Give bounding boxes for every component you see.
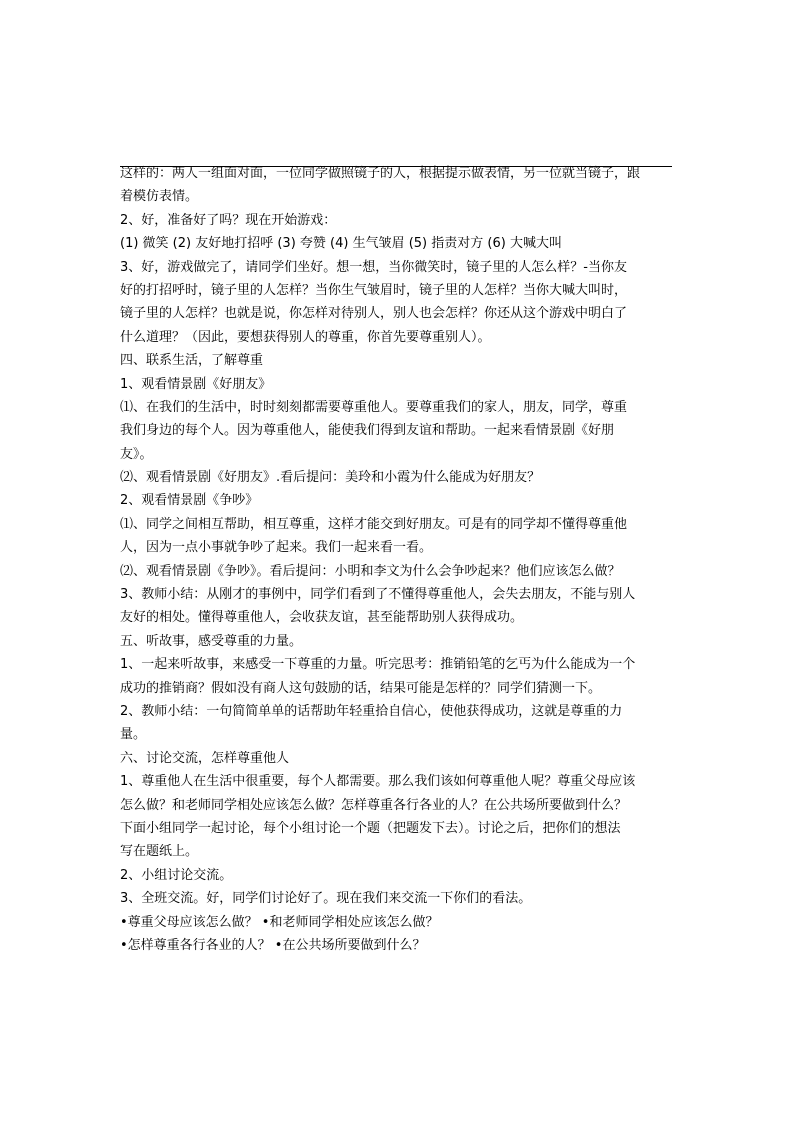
text-line: (1) 微笑 (2) 友好地打招呼 (3) 夸赞 (4) 生气皱眉 (5) 指责对方 (6) 大喊大叫 xyxy=(120,236,562,252)
text-line: 2、小组讨论交流。 xyxy=(120,867,233,883)
document-body xyxy=(120,162,680,957)
text-line: 什么道理？（因此，要想获得别人的尊重，你首先要尊重别人）。 xyxy=(120,329,491,345)
text-line: 着模仿表情。 xyxy=(120,189,199,205)
text-line: 3、好，游戏做完了，请同学们坐好。想一想，当你微笑时，镜子里的人怎么样？-当你友 xyxy=(120,259,627,275)
section-heading: 四、联系生活，了解尊重 xyxy=(120,353,264,369)
text-line: 1、尊重他人在生活中很重要，每个人都需要。那么我们该如何尊重他人呢？尊重父母应该 xyxy=(120,774,636,790)
text-line: 量。 xyxy=(120,727,147,743)
text-line: 3、教师小结：从刚才的事例中，同学们看到了不懂得尊重他人，会失去朋友，不能与别人 xyxy=(120,587,636,603)
text-line: 2、教师小结：一句简简单单的话帮助年轻重拾自信心，使他获得成功，这就是尊重的力 xyxy=(120,703,623,719)
text-line: ⑵、观看情景剧《好朋友》.看后提问：美玲和小霞为什么能成为好朋友？ xyxy=(120,470,541,486)
section-heading: 五、听故事，感受尊重的力量。 xyxy=(120,633,303,649)
text-line: 下面小组同学一起讨论，每个小组讨论一个题（把题发下去）。讨论之后，把你们的想法 xyxy=(120,820,621,836)
text-line: 1、观看情景剧《好朋友》 xyxy=(120,376,272,392)
text-line: 友》。 xyxy=(120,446,153,462)
text-line: 好的打招呼时，镜子里的人怎样？当你生气皱眉时，镜子里的人怎样？当你大喊大叫时， xyxy=(120,282,628,298)
text-line: 2、好，准备好了吗？现在开始游戏： xyxy=(120,212,337,228)
text-line: 人，因为一点小事就争吵了起来。我们一起来看一看。 xyxy=(120,540,433,556)
text-line: 成功的推销商？假如没有商人这句鼓励的话，结果可能是怎样的？同学们猜测一下。 xyxy=(120,680,602,696)
text-line: 友好的相处。懂得尊重他人，会收获友谊，甚至能帮助别人获得成功。 xyxy=(120,610,524,626)
text-line: 3、全班交流。好，同学们讨论好了。现在我们来交流一下你们的看法。 xyxy=(120,891,532,907)
text-line: ⑵、观看情景剧《争吵》。看后提问：小明和李文为什么会争吵起来？他们应该怎么做？ xyxy=(120,563,621,579)
text-line: 1、一起来听故事，来感受一下尊重的力量。听完思考：推销铅笔的乞丐为什么能成为一个 xyxy=(120,657,636,673)
bullet-line: •怎样尊重各行各业的人？ •在公共场所要做到什么？ xyxy=(120,937,426,953)
text-line: 我们身边的每个人。因为尊重他人，能使我们得到友谊和帮助。一起来看情景剧《好朋 xyxy=(120,423,615,439)
section-heading: 六、讨论交流，怎样尊重他人 xyxy=(120,750,290,766)
text-line: 2、观看情景剧《争吵》 xyxy=(120,493,259,509)
text-line: 怎么做？和老师同学相处应该怎么做？怎样尊重各行各业的人？在公共场所要做到什么？ xyxy=(120,797,628,813)
text-line: 镜子里的人怎样？也就是说，你怎样对待别人，别人也会怎样？你还从这个游戏中明白了 xyxy=(120,306,628,322)
text-line: ⑴、在我们的生活中，时时刻刻都需要尊重他人。要尊重我们的家人，朋友，同学，尊重 xyxy=(120,399,628,415)
text-line: 这样的：两人一组面对面，一位同学做照镜子的人，根据提示做表情，另一位就当镜子，跟 xyxy=(120,166,641,181)
text-line: ⑴、同学之间相互帮助，相互尊重，这样才能交到好朋友。可是有的同学却不懂得尊重他 xyxy=(120,516,628,532)
bullet-line: •尊重父母应该怎么做？ •和老师同学相处应该怎么做？ xyxy=(120,914,439,930)
text-line: 写在题纸上。 xyxy=(120,844,199,860)
